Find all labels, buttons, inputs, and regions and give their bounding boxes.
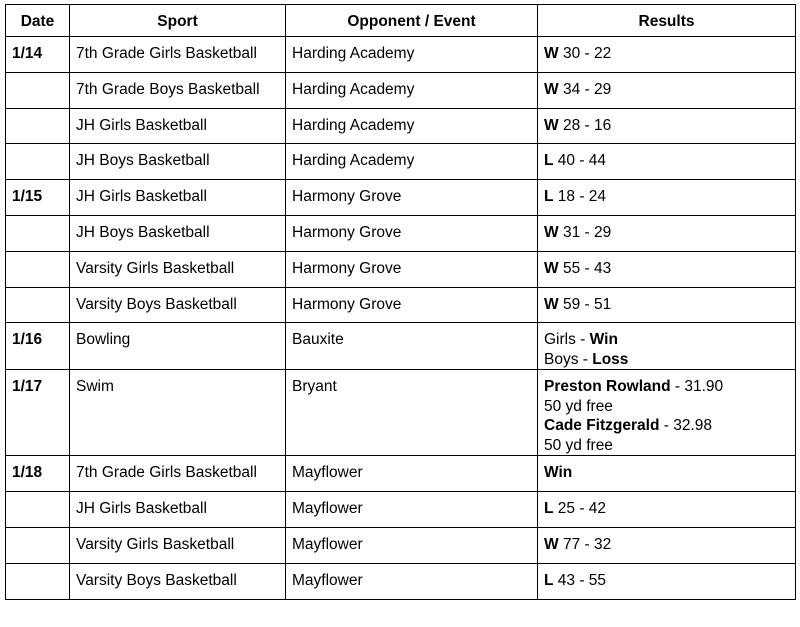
opponent-cell: Harmony Grove bbox=[286, 251, 538, 287]
result-score: 30 - 22 bbox=[558, 45, 612, 62]
date-cell bbox=[6, 563, 70, 599]
opponent-cell: Harmony Grove bbox=[286, 180, 538, 216]
girls-outcome: Win bbox=[589, 331, 618, 349]
opponent-cell: Mayflower bbox=[286, 563, 538, 599]
swimmer-1-event: 50 yd free bbox=[544, 397, 613, 415]
result-score: 28 - 16 bbox=[558, 116, 612, 134]
result-cell bbox=[538, 72, 796, 108]
result-score: 59 - 51 bbox=[558, 295, 612, 313]
result-outcome: W bbox=[544, 535, 559, 553]
result-score: 40 - 44 bbox=[553, 152, 607, 170]
date-cell bbox=[6, 108, 70, 144]
result-outcome: L bbox=[544, 500, 554, 518]
result-score: 34 - 29 bbox=[558, 80, 612, 98]
table-row-bowling bbox=[6, 323, 796, 370]
opponent-cell: Mayflower bbox=[286, 456, 538, 492]
date-cell bbox=[6, 251, 70, 287]
date-cell: 1/16 bbox=[6, 323, 70, 370]
result-outcome: L bbox=[544, 152, 554, 170]
opponent-cell: Bryant bbox=[286, 370, 538, 456]
header-row bbox=[6, 5, 796, 37]
sport-cell: Varsity Boys Basketball bbox=[70, 287, 286, 323]
table-row bbox=[6, 144, 796, 180]
sport-cell: JH Girls Basketball bbox=[70, 492, 286, 528]
sport-cell: Varsity Boys Basketball bbox=[70, 563, 286, 599]
opponent-cell: Harmony Grove bbox=[286, 287, 538, 323]
result-cell bbox=[538, 492, 796, 528]
swimmer-2-time: - 32.98 bbox=[659, 417, 712, 435]
result-score: 25 - 42 bbox=[553, 500, 607, 518]
table-row bbox=[6, 492, 796, 528]
opponent-cell: Mayflower bbox=[286, 492, 538, 528]
sport-cell: Bowling bbox=[70, 323, 286, 370]
date-cell: 1/17 bbox=[6, 370, 70, 456]
swimmer-1-line bbox=[544, 377, 789, 397]
table-row bbox=[6, 180, 796, 216]
result-outcome: L bbox=[544, 571, 554, 589]
result-score: 43 - 55 bbox=[553, 571, 607, 589]
date-cell bbox=[6, 215, 70, 251]
result-score: 77 - 32 bbox=[558, 535, 612, 553]
opponent-cell: Harding Academy bbox=[286, 72, 538, 108]
table-row bbox=[6, 563, 796, 599]
sport-cell: Varsity Girls Basketball bbox=[70, 251, 286, 287]
sport-cell: JH Boys Basketball bbox=[70, 144, 286, 180]
result-outcome: W bbox=[544, 116, 559, 134]
result-score: 18 - 24 bbox=[553, 188, 607, 206]
date-cell: 1/15 bbox=[6, 180, 70, 216]
swimmer-1-time: - 31.90 bbox=[670, 378, 724, 396]
result-cell bbox=[538, 563, 796, 599]
result-score: 31 - 29 bbox=[558, 223, 612, 241]
table-row-swim bbox=[6, 370, 796, 456]
result-cell bbox=[538, 287, 796, 323]
girls-result-line bbox=[544, 330, 789, 350]
date-cell: 1/14 bbox=[6, 37, 70, 73]
header-date: Date bbox=[6, 5, 70, 37]
sport-cell: Varsity Girls Basketball bbox=[70, 527, 286, 563]
result-outcome: Win bbox=[544, 464, 573, 482]
result-outcome: W bbox=[544, 295, 559, 313]
result-cell bbox=[538, 180, 796, 216]
result-outcome: W bbox=[544, 80, 559, 98]
opponent-cell: Bauxite bbox=[286, 323, 538, 370]
table-row bbox=[6, 527, 796, 563]
result-outcome: L bbox=[544, 188, 554, 206]
sport-cell: 7th Grade Boys Basketball bbox=[70, 72, 286, 108]
result-cell bbox=[538, 370, 796, 456]
sport-cell: JH Boys Basketball bbox=[70, 215, 286, 251]
opponent-cell: Mayflower bbox=[286, 527, 538, 563]
table-row bbox=[6, 251, 796, 287]
sport-cell: JH Girls Basketball bbox=[70, 180, 286, 216]
boys-result-line bbox=[544, 350, 789, 370]
table-row bbox=[6, 287, 796, 323]
swimmer-2-name: Cade Fitzgerald bbox=[544, 417, 660, 435]
date-cell: 1/18 bbox=[6, 456, 70, 492]
result-cell bbox=[538, 323, 796, 370]
swimmer-1-name: Preston Rowland bbox=[544, 378, 671, 396]
result-cell bbox=[538, 37, 796, 73]
sport-cell: 7th Grade Girls Basketball bbox=[70, 37, 286, 73]
opponent-cell: Harmony Grove bbox=[286, 215, 538, 251]
header-opponent: Opponent / Event bbox=[286, 5, 538, 37]
result-cell bbox=[538, 144, 796, 180]
result-cell bbox=[538, 251, 796, 287]
result-outcome: W bbox=[544, 259, 559, 277]
girls-label: Girls - bbox=[544, 331, 590, 349]
boys-label: Boys - bbox=[544, 350, 593, 368]
opponent-cell: Harding Academy bbox=[286, 108, 538, 144]
table-row bbox=[6, 456, 796, 492]
results-body bbox=[6, 37, 796, 600]
result-cell bbox=[538, 527, 796, 563]
result-cell bbox=[538, 215, 796, 251]
opponent-cell: Harding Academy bbox=[286, 37, 538, 73]
swimmer-2-event: 50 yd free bbox=[544, 436, 613, 454]
table-row bbox=[6, 72, 796, 108]
date-cell bbox=[6, 527, 70, 563]
table-row bbox=[6, 108, 796, 144]
date-cell bbox=[6, 144, 70, 180]
header-sport: Sport bbox=[70, 5, 286, 37]
result-cell bbox=[538, 456, 796, 492]
result-outcome: W bbox=[544, 45, 559, 62]
date-cell bbox=[6, 492, 70, 528]
boys-outcome: Loss bbox=[592, 350, 629, 368]
result-score: 55 - 43 bbox=[558, 259, 612, 277]
result-cell bbox=[538, 108, 796, 144]
header-results: Results bbox=[538, 5, 796, 37]
swimmer-2-line bbox=[544, 416, 789, 436]
sport-cell: Swim bbox=[70, 370, 286, 456]
result-outcome: W bbox=[544, 223, 559, 241]
table-row bbox=[6, 37, 796, 73]
sport-cell: 7th Grade Girls Basketball bbox=[70, 456, 286, 492]
sport-cell: JH Girls Basketball bbox=[70, 108, 286, 144]
table-row bbox=[6, 215, 796, 251]
opponent-cell: Harding Academy bbox=[286, 144, 538, 180]
results-table bbox=[5, 4, 796, 600]
date-cell bbox=[6, 72, 70, 108]
date-cell bbox=[6, 287, 70, 323]
